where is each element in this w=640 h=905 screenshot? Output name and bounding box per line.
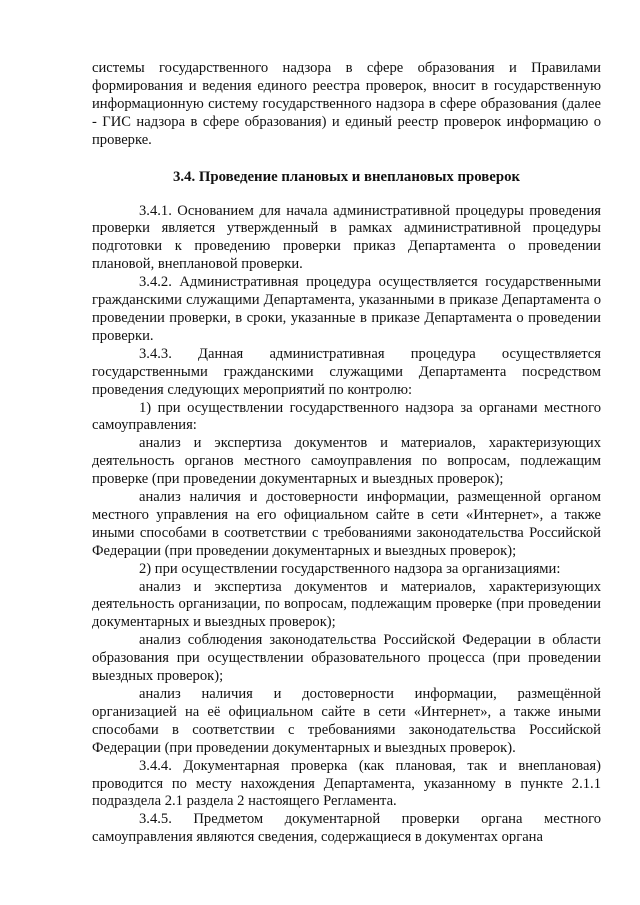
paragraph-3-4-3: 3.4.3. Данная административная процедура осуществляется государственными гражданскими служащими Департамента посредством проведения следующих мероприятий по контролю: (92, 345, 601, 398)
list-subitem: анализ наличия и достоверности информации, размещенной органом местного управления на его официальном сайте в сети «Интернет», а также иными способами в соответствии с требованиями законодательства Российской Федерации (при проведении документарных и выездных проверок); (92, 489, 601, 559)
paragraph-3-4-5: 3.4.5. Предметом документарной проверки органа местного самоуправления являются сведения, содержащиеся в документах органа (92, 811, 601, 846)
paragraph-3-4-1: 3.4.1. Основанием для начала административной процедуры проведения проверки является утвержденный в рамках административной процедуры подготовки к проведению проверки приказ Департамента о проведении плановой, внеплановой проверки. (92, 202, 601, 273)
paragraph-3-4-2: 3.4.2. Административная процедура осуществляется государственными гражданскими служащими Департамента, указанными в приказе Департамента о проведении проверки, в сроки, указанные в приказе Департамента о проведении проверки. (92, 274, 601, 344)
list-item-1: 1) при осуществлении государственного надзора за органами местного самоуправления: (92, 399, 601, 434)
list-subitem: анализ наличия и достоверности информации, размещённой организацией на её официальном сайте в сети «Интернет», а также иными способами в соответствии с требованиями законодательства Российской Федерации (при проведении документарных и выездных проверок). (92, 686, 601, 756)
intro-paragraph: системы государственного надзора в сфере образования и Правилами формирования и ведения единого реестра проверок, вносит в государственную информационную систему государственного надзора в сфере образования (далее - ГИС надзора в сфере образования) и единый реестр проверок информацию о проверке. (92, 60, 601, 148)
paragraph-3-4-4: 3.4.4. Документарная проверка (как плановая, так и внеплановая) проводится по месту нахождения Департамента, указанному в пункте 2.1.1 подраздела 2.1 раздела 2 настоящего Регламента. (92, 757, 601, 810)
list-subitem: анализ соблюдения законодательства Российской Федерации в области образования при осуществлении образовательного процесса (при проведении выездных проверок); (92, 632, 601, 685)
list-subitem: анализ и экспертиза документов и материалов, характеризующих деятельность организации, по вопросам, подлежащим проверке (при проведении документарных и выездных проверок); (92, 578, 601, 631)
document-body (92, 60, 601, 847)
list-subitem: анализ и экспертиза документов и материалов, характеризующих деятельность органов местного самоуправления по вопросам, подлежащим проверке (при проведении документарных и выездных проверок); (92, 435, 601, 488)
section-heading: 3.4. Проведение плановых и внеплановых проверок (172, 168, 521, 185)
list-item-2: 2) при осуществлении государственного надзора за организациями: (139, 560, 561, 577)
